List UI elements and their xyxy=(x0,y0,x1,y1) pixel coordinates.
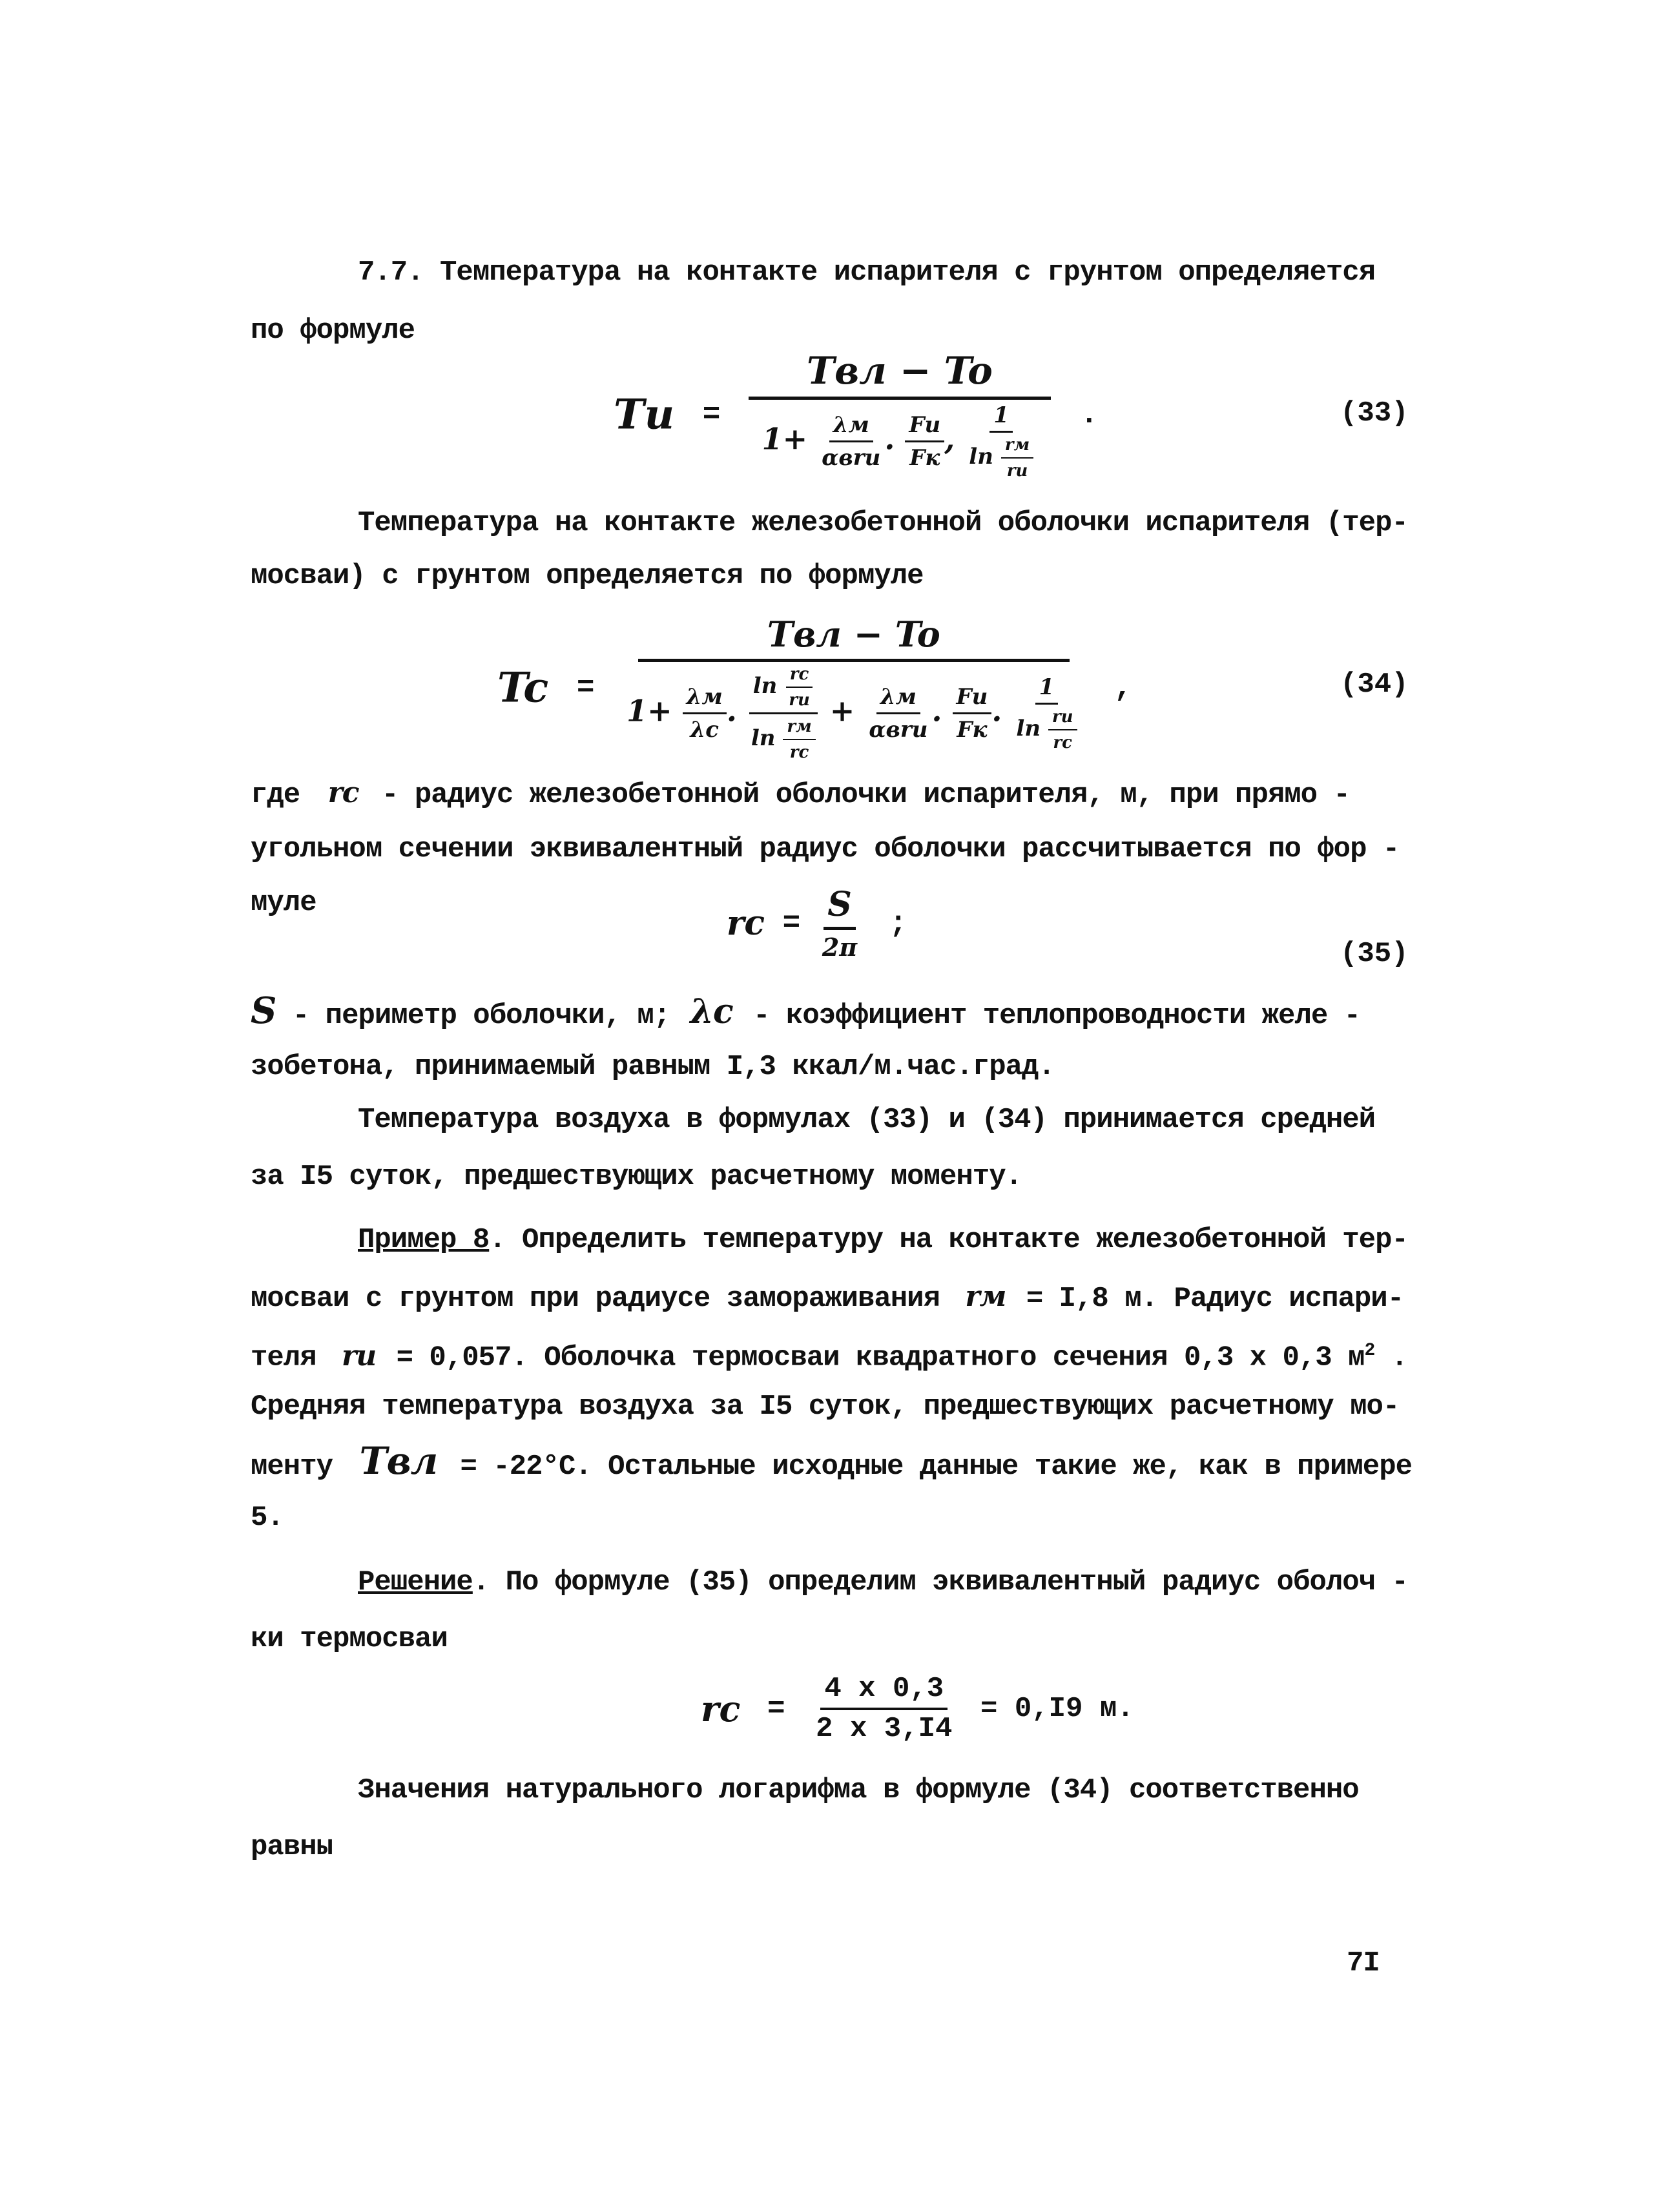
example-8-line2-a: мосваи с грунтом при радиусе замораживания xyxy=(251,1283,940,1315)
example-8-line5-b: = -22°C. Остальные исходные данные такие же, как в примере xyxy=(460,1451,1412,1483)
formula-34-one: 1 xyxy=(1035,674,1059,705)
para-4-sym-lc: λc xyxy=(690,992,733,1031)
formula-34-ln-top xyxy=(749,665,818,714)
formula-34-alpha-r: αвrи xyxy=(869,717,928,743)
formula-33-ln: ln xyxy=(969,444,993,470)
example-8-line1 xyxy=(358,1221,1408,1259)
formula-33-denominator xyxy=(758,400,1042,481)
para-3-line1 xyxy=(251,774,1350,814)
formula-35-eq: = xyxy=(782,906,801,940)
formula-34-frac-ln-last xyxy=(1012,674,1081,752)
formula-33-eq: = xyxy=(702,398,721,431)
formula-33-ln-ratio xyxy=(1001,435,1033,481)
formula-34-r-i-b: rи xyxy=(1048,707,1077,730)
example-8-title: Пример 8 xyxy=(358,1224,490,1256)
para-4-part-a: - периметр оболочки, м; xyxy=(292,1000,670,1032)
example-8-sym-tva: Tвл xyxy=(359,1439,438,1483)
example-8-line4: Средняя температура воздуха за I5 суток, предшествующих расчетному мо- xyxy=(251,1390,1400,1423)
formula-33-frac-lambda xyxy=(818,412,884,471)
formula-34-ln-c: ln xyxy=(1016,716,1041,741)
formula-34-frac-ln-ratio xyxy=(747,665,820,762)
formula-33-lam-m: λм xyxy=(829,412,873,442)
formula-34-ln-b: ln xyxy=(751,725,776,751)
para-3-line3: муле xyxy=(251,887,316,919)
example-8-line6: 5. xyxy=(251,1502,284,1534)
example-8-line3-b: = 0,057. Оболочка термосваи квадратного сечения 0,3 x 0,3 м xyxy=(396,1341,1365,1374)
formula-34-ln-last xyxy=(1012,705,1081,752)
page-number: 7I xyxy=(1347,1947,1380,1979)
formula-calc-eq: = xyxy=(767,1692,785,1726)
para-4-sym-s: S xyxy=(251,989,276,1032)
formula-33-one: 1 xyxy=(989,402,1013,433)
formula-calc-denominator: 2 x 3,I4 xyxy=(816,1713,953,1745)
formula-34-trail: , xyxy=(1114,671,1132,705)
para-6-line1: Значения натурального логарифма в формуле (34) соответственно xyxy=(358,1774,1359,1806)
formula-34-r-i-a: rи xyxy=(789,690,810,710)
formula-34-lam-m-a: λм xyxy=(683,684,727,714)
formula-33-frac-ln xyxy=(965,402,1037,481)
formula-35-lhs: rc xyxy=(727,904,765,943)
para-5-line2: за I5 суток, предшествующих расчетному моменту. xyxy=(251,1161,1022,1193)
formula-33-sep: , xyxy=(944,421,955,457)
formula-34-lam-c: λc xyxy=(690,717,720,743)
formula-34-r-c-b: rc xyxy=(789,743,809,762)
para-4-line2: зобетона, принимаемый равным I,3 ккал/м.час.град. xyxy=(251,1051,1055,1083)
example-8-sym-ri: rи xyxy=(342,1339,377,1372)
formula-33-f-k: Fк xyxy=(909,445,940,471)
formula-34-dot-a: . xyxy=(726,693,737,729)
example-8-line3-sup: 2 xyxy=(1364,1341,1375,1361)
para-4-line1 xyxy=(251,991,1360,1035)
formula-34-f-k: Fк xyxy=(957,717,988,743)
formula-33-dot: . xyxy=(884,421,895,457)
solution-line1-rest: . По формуле (35) определим эквивалентный радиус оболоч - xyxy=(472,1566,1408,1598)
para-2-line1: Температура на контакте железобетонной оболочки испарителя (тер- xyxy=(358,507,1408,539)
example-8-line5 xyxy=(251,1439,1412,1486)
formula-33-r-m: rм xyxy=(1001,435,1033,459)
formula-34-lam-m-b: λм xyxy=(876,684,920,714)
solution-line1 xyxy=(358,1563,1408,1602)
solution-title: Решение xyxy=(358,1566,473,1598)
para-7-7-line1: 7.7. Температура на контакте испарителя с грунтом определяется xyxy=(358,256,1376,289)
formula-calc-result: = 0,I9 м. xyxy=(980,1693,1134,1725)
formula-33-alpha-r: αвrи xyxy=(822,445,881,471)
formula-34 xyxy=(497,614,1132,762)
formula-34-rm-rc xyxy=(783,717,815,762)
formula-34-r-c-c: rc xyxy=(1053,733,1072,752)
formula-33 xyxy=(614,349,1098,481)
example-8-line3 xyxy=(251,1332,1407,1378)
example-8-line3-a: теля xyxy=(251,1341,316,1374)
para-5-line1: Температура воздуха в формулах (33) и (34) принимается средней xyxy=(358,1104,1376,1136)
para-7-7-line2: по формуле xyxy=(251,315,415,347)
formula-33-numerator: Tвл − To xyxy=(749,349,1051,400)
formula-34-one-plus: 1+ xyxy=(627,693,672,729)
formula-33-lhs: Tи xyxy=(614,390,675,439)
para-3-line1-rest: - радиус железобетонной оболочки испарителя, м, при прямо - xyxy=(382,779,1350,811)
formula-34-frac-lam-ratio xyxy=(683,684,727,743)
formula-34-ri-rc xyxy=(1048,707,1077,752)
formula-calc-fraction xyxy=(812,1673,956,1745)
para-6-line2: равны xyxy=(251,1831,333,1863)
para-3-word-gde: где xyxy=(251,779,300,811)
formula-34-ln-bottom xyxy=(747,714,820,762)
solution-line2: ки термосваи xyxy=(251,1623,448,1655)
formula-33-trail: . xyxy=(1080,398,1099,431)
example-8-sym-rm: rм xyxy=(965,1280,1006,1313)
example-8-line2 xyxy=(251,1277,1404,1318)
para-2-line2: мосваи) с грунтом определяется по формуле xyxy=(251,560,924,592)
formula-35-denominator: 2π xyxy=(822,933,858,962)
formula-34-eq: = xyxy=(576,671,595,705)
formula-33-number: (33) xyxy=(1340,397,1409,429)
formula-calc xyxy=(701,1673,1134,1745)
example-8-line1-rest: . Определить температуру на контакте железобетонной тер- xyxy=(489,1224,1408,1256)
para-3-line2: угольном сечении эквивалентный радиус оболочки рассчитывается по фор - xyxy=(251,833,1400,865)
formula-calc-lhs: rc xyxy=(701,1688,741,1730)
formula-34-fraction xyxy=(623,614,1084,762)
formula-34-r-m: rм xyxy=(783,717,815,740)
formula-35-number: (35) xyxy=(1340,938,1409,970)
formula-34-f-i: Fи xyxy=(953,684,992,714)
formula-34-ln-a: ln xyxy=(752,673,778,699)
formula-34-dot-c: . xyxy=(991,693,1002,729)
formula-34-frac-lam-alpha xyxy=(865,684,931,743)
example-8-line5-a: менту xyxy=(251,1451,333,1483)
para-4-part-b: - коэффициент теплопроводности желе - xyxy=(753,1000,1361,1032)
formula-34-dot-b: . xyxy=(931,693,942,729)
example-8-line3-c: . xyxy=(1374,1341,1408,1374)
formula-33-frac-f xyxy=(905,412,944,471)
formula-34-lhs: Tc xyxy=(497,663,549,712)
formula-34-denominator xyxy=(623,662,1084,762)
formula-35-fraction xyxy=(818,885,861,962)
formula-35 xyxy=(727,885,907,962)
formula-34-number: (34) xyxy=(1340,668,1409,701)
example-8-line2-b: = I,8 м. Радиус испари- xyxy=(1026,1283,1404,1315)
formula-calc-numerator: 4 x 0,3 xyxy=(820,1673,948,1710)
formula-33-one-plus: 1+ xyxy=(761,421,808,457)
formula-35-numerator: S xyxy=(823,885,856,930)
formula-33-fraction xyxy=(749,349,1051,481)
formula-33-r-i: rи xyxy=(1006,461,1028,481)
formula-34-r-c-a: rc xyxy=(786,665,813,688)
formula-34-frac-f xyxy=(953,684,992,743)
formula-35-trail: ; xyxy=(889,906,907,940)
formula-34-rc-ri xyxy=(785,665,814,710)
formula-34-plus: + xyxy=(829,693,855,729)
formula-34-numerator: Tвл − To xyxy=(638,614,1070,662)
formula-33-ln-block xyxy=(965,433,1037,481)
formula-33-f-i: Fи xyxy=(905,412,944,442)
para-3-sym-rc: rc xyxy=(327,776,359,809)
